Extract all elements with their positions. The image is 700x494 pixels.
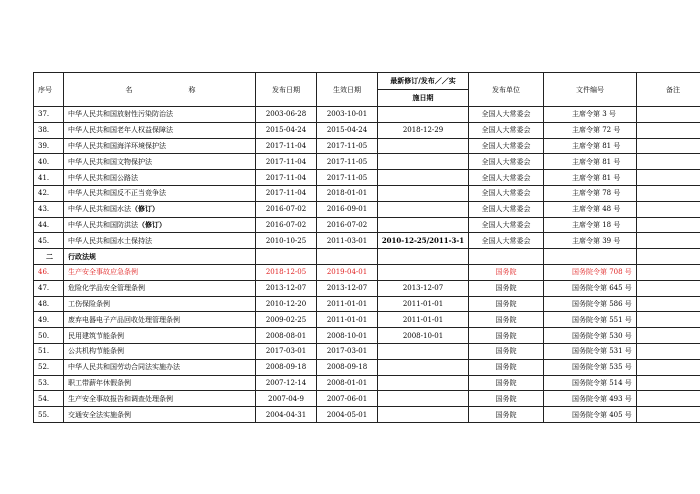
row-name: 生产安全事故应急条例 xyxy=(64,264,256,280)
row-publish-date: 2009-02-25 xyxy=(256,312,317,328)
table-row xyxy=(34,138,700,154)
row-effective-date: 2011-01-01 xyxy=(317,296,378,312)
row-seq: 43. xyxy=(34,201,64,217)
row-revision-date xyxy=(378,264,469,280)
row-remarks xyxy=(637,328,700,344)
row-seq: 45. xyxy=(34,233,64,249)
row-publish-date: 2017-11-04 xyxy=(256,170,317,186)
row-seq: 53. xyxy=(34,375,64,391)
row-publish-date: 2017-11-04 xyxy=(256,154,317,170)
header-name-left: 名 xyxy=(125,85,133,94)
row-effective-date: 2017-11-05 xyxy=(317,138,378,154)
row-effective-date: 2008-01-01 xyxy=(317,375,378,391)
table-row xyxy=(34,122,700,138)
row-issuer: 全国人大常委会 xyxy=(469,138,544,154)
row-seq: 48. xyxy=(34,296,64,312)
row-name: 公共机构节能条例 xyxy=(64,343,256,359)
row-issuer: 国务院 xyxy=(469,328,544,344)
row-revision-date xyxy=(378,138,469,154)
table-body xyxy=(34,107,700,423)
row-doc-number: 国务院令第 535 号 xyxy=(544,359,637,375)
row-name-text: 中华人民共和国放射性污染防治法 xyxy=(68,110,173,119)
row-remarks xyxy=(637,407,700,423)
row-remarks xyxy=(637,185,700,201)
table-header-row xyxy=(34,73,700,90)
row-effective-date: 2008-09-18 xyxy=(317,359,378,375)
header-publish-date: 发布日期 xyxy=(256,73,317,107)
row-doc-number: 国务院令第 645 号 xyxy=(544,280,637,296)
row-remarks xyxy=(637,280,700,296)
row-seq: 54. xyxy=(34,391,64,407)
row-issuer: 全国人大常委会 xyxy=(469,170,544,186)
row-name xyxy=(64,122,256,138)
row-remarks xyxy=(637,264,700,280)
row-revision-date xyxy=(378,375,469,391)
row-publish-date: 2008-08-01 xyxy=(256,328,317,344)
row-effective-date: 2011-03-01 xyxy=(317,233,378,249)
table-row xyxy=(34,296,700,312)
row-name: 职工带薪年休假条例 xyxy=(64,375,256,391)
header-name xyxy=(64,73,256,107)
row-revision-date xyxy=(378,185,469,201)
row-revision-date xyxy=(378,359,469,375)
row-seq: 38. xyxy=(34,122,64,138)
row-name-text: 中华人民共和国公路法 xyxy=(68,173,138,182)
row-issuer: 国务院 xyxy=(469,264,544,280)
section-empty-cell xyxy=(256,249,317,265)
row-seq: 44. xyxy=(34,217,64,233)
row-name-suffix: （修订） xyxy=(138,219,166,229)
table-row xyxy=(34,154,700,170)
row-revision-date xyxy=(378,107,469,123)
row-issuer: 国务院 xyxy=(469,391,544,407)
row-publish-date: 2007-12-14 xyxy=(256,375,317,391)
row-remarks xyxy=(637,233,700,249)
regulations-table xyxy=(33,72,700,423)
row-remarks xyxy=(637,201,700,217)
header-seq: 序号 xyxy=(34,73,64,107)
row-name: 生产安全事故报告和调查处理条例 xyxy=(64,391,256,407)
row-effective-date: 2016-07-02 xyxy=(317,217,378,233)
regulations-table-sheet xyxy=(33,72,680,423)
table-row xyxy=(34,280,700,296)
row-remarks xyxy=(637,138,700,154)
row-effective-date: 2008-10-01 xyxy=(317,328,378,344)
table-row xyxy=(34,359,700,375)
row-issuer: 国务院 xyxy=(469,280,544,296)
row-name: 危险化学品安全管理条例 xyxy=(64,280,256,296)
row-name-text: 中华人民共和国文物保护法 xyxy=(68,157,152,166)
row-publish-date: 2015-04-24 xyxy=(256,122,317,138)
row-seq: 42. xyxy=(34,185,64,201)
row-effective-date: 2018-01-01 xyxy=(317,185,378,201)
row-remarks xyxy=(637,107,700,123)
row-seq: 50. xyxy=(34,328,64,344)
row-publish-date: 2017-11-04 xyxy=(256,185,317,201)
row-effective-date: 2003-10-01 xyxy=(317,107,378,123)
table-row xyxy=(34,170,700,186)
row-seq: 49. xyxy=(34,312,64,328)
row-issuer: 国务院 xyxy=(469,359,544,375)
row-effective-date: 2019-04-01 xyxy=(317,264,378,280)
row-seq: 51. xyxy=(34,343,64,359)
row-seq: 39. xyxy=(34,138,64,154)
section-empty-cell xyxy=(637,249,700,265)
row-remarks xyxy=(637,375,700,391)
row-issuer: 全国人大常委会 xyxy=(469,217,544,233)
row-doc-number: 主席令第 3 号 xyxy=(544,107,637,123)
row-doc-number: 国务院令第 531 号 xyxy=(544,343,637,359)
row-name-text: 中华人民共和国水土保持法 xyxy=(68,236,152,245)
header-doc-number: 文件编号 xyxy=(544,73,637,107)
table-row xyxy=(34,107,700,123)
row-seq: 37. xyxy=(34,107,64,123)
row-name xyxy=(64,201,256,217)
row-doc-number: 主席令第 78 号 xyxy=(544,185,637,201)
row-effective-date: 2013-12-07 xyxy=(317,280,378,296)
row-doc-number: 国务院令第 586 号 xyxy=(544,296,637,312)
row-name-text: 中华人民共和国防洪法 xyxy=(68,220,138,229)
row-doc-number: 国务院令第 493 号 xyxy=(544,391,637,407)
row-name xyxy=(64,107,256,123)
row-remarks xyxy=(637,359,700,375)
row-publish-date: 2007-04-9 xyxy=(256,391,317,407)
row-revision-date xyxy=(378,391,469,407)
section-empty-cell xyxy=(378,249,469,265)
row-issuer: 全国人大常委会 xyxy=(469,233,544,249)
header-issuer: 发布单位 xyxy=(469,73,544,107)
row-publish-date: 2018-12-05 xyxy=(256,264,317,280)
row-effective-date: 2015-04-24 xyxy=(317,122,378,138)
row-name xyxy=(64,138,256,154)
row-revision-date xyxy=(378,170,469,186)
header-latest-revision-line2: 施日期 xyxy=(378,90,469,107)
row-name xyxy=(64,233,256,249)
row-issuer: 国务院 xyxy=(469,343,544,359)
row-seq: 47. xyxy=(34,280,64,296)
section-empty-cell xyxy=(544,249,637,265)
row-revision-date: 2008-10-01 xyxy=(378,328,469,344)
row-revision-date: 2011-01-01 xyxy=(378,296,469,312)
row-effective-date: 2016-09-01 xyxy=(317,201,378,217)
row-publish-date: 2016-07-02 xyxy=(256,201,317,217)
header-latest-revision-line1: 最新修订/发布／／实 xyxy=(378,73,469,90)
row-name: 交通安全法实施条例 xyxy=(64,407,256,423)
row-name-text: 中华人民共和国老年人权益保障法 xyxy=(68,126,173,135)
table-row xyxy=(34,217,700,233)
row-doc-number: 主席令第 81 号 xyxy=(544,154,637,170)
row-publish-date: 2010-10-25 xyxy=(256,233,317,249)
row-doc-number: 主席令第 81 号 xyxy=(544,138,637,154)
header-remarks: 备注 xyxy=(637,73,700,107)
row-name xyxy=(64,154,256,170)
row-effective-date: 2007-06-01 xyxy=(317,391,378,407)
row-revision-date xyxy=(378,217,469,233)
table-row xyxy=(34,375,700,391)
row-revision-date xyxy=(378,201,469,217)
row-name: 废弃电器电子产品回收处理管理条例 xyxy=(64,312,256,328)
section-seq: 二 xyxy=(34,249,64,265)
row-issuer: 国务院 xyxy=(469,296,544,312)
row-issuer: 全国人大常委会 xyxy=(469,201,544,217)
table-row xyxy=(34,185,700,201)
row-revision-date: 2010-12-25/2011-3-1 xyxy=(378,233,469,249)
row-remarks xyxy=(637,217,700,233)
row-doc-number: 主席令第 72 号 xyxy=(544,122,637,138)
row-remarks xyxy=(637,391,700,407)
row-remarks xyxy=(637,296,700,312)
row-issuer: 全国人大常委会 xyxy=(469,154,544,170)
row-doc-number: 国务院令第 708 号 xyxy=(544,264,637,280)
section-empty-cell xyxy=(469,249,544,265)
row-remarks xyxy=(637,312,700,328)
row-publish-date: 2010-12-20 xyxy=(256,296,317,312)
row-name xyxy=(64,170,256,186)
table-row xyxy=(34,233,700,249)
row-seq: 40. xyxy=(34,154,64,170)
table-row xyxy=(34,328,700,344)
table-row xyxy=(34,391,700,407)
row-name-suffix: （修订） xyxy=(131,204,159,214)
row-publish-date: 2016-07-02 xyxy=(256,217,317,233)
row-name-text: 中华人民共和国海洋环境保护法 xyxy=(68,141,166,150)
row-remarks xyxy=(637,170,700,186)
row-issuer: 国务院 xyxy=(469,375,544,391)
row-revision-date xyxy=(378,343,469,359)
row-publish-date: 2017-03-01 xyxy=(256,343,317,359)
row-publish-date: 2004-04-31 xyxy=(256,407,317,423)
table-row xyxy=(34,201,700,217)
row-issuer: 全国人大常委会 xyxy=(469,185,544,201)
table-row xyxy=(34,343,700,359)
row-doc-number: 主席令第 81 号 xyxy=(544,170,637,186)
table-row xyxy=(34,407,700,423)
row-seq: 41. xyxy=(34,170,64,186)
section-row xyxy=(34,249,700,265)
row-revision-date: 2011-01-01 xyxy=(378,312,469,328)
row-effective-date: 2011-01-01 xyxy=(317,312,378,328)
row-issuer: 全国人大常委会 xyxy=(469,122,544,138)
row-doc-number: 国务院令第 405 号 xyxy=(544,407,637,423)
section-empty-cell xyxy=(317,249,378,265)
row-doc-number: 主席令第 48 号 xyxy=(544,201,637,217)
row-effective-date: 2004-05-01 xyxy=(317,407,378,423)
row-effective-date: 2017-11-05 xyxy=(317,170,378,186)
row-doc-number: 主席令第 39 号 xyxy=(544,233,637,249)
row-name: 民用建筑节能条例 xyxy=(64,328,256,344)
row-name-text: 中华人民共和国水法 xyxy=(68,205,131,214)
row-publish-date: 2008-09-18 xyxy=(256,359,317,375)
row-name: 中华人民共和国劳动合同法实施办法 xyxy=(64,359,256,375)
row-publish-date: 2017-11-04 xyxy=(256,138,317,154)
row-remarks xyxy=(637,154,700,170)
row-doc-number: 国务院令第 530 号 xyxy=(544,328,637,344)
row-name xyxy=(64,217,256,233)
row-issuer: 国务院 xyxy=(469,312,544,328)
row-name: 工伤保险条例 xyxy=(64,296,256,312)
row-doc-number: 主席令第 18 号 xyxy=(544,217,637,233)
row-effective-date: 2017-03-01 xyxy=(317,343,378,359)
row-revision-date: 2013-12-07 xyxy=(378,280,469,296)
row-doc-number: 国务院令第 551 号 xyxy=(544,312,637,328)
row-revision-date: 2018-12-29 xyxy=(378,122,469,138)
table-row xyxy=(34,312,700,328)
row-publish-date: 2013-12-07 xyxy=(256,280,317,296)
row-publish-date: 2003-06-28 xyxy=(256,107,317,123)
row-issuer: 全国人大常委会 xyxy=(469,107,544,123)
row-name-text: 中华人民共和国反不正当竞争法 xyxy=(68,189,166,198)
row-effective-date: 2017-11-05 xyxy=(317,154,378,170)
row-seq: 46. xyxy=(34,264,64,280)
row-issuer: 国务院 xyxy=(469,407,544,423)
row-seq: 55. xyxy=(34,407,64,423)
row-remarks xyxy=(637,343,700,359)
row-doc-number: 国务院令第 514 号 xyxy=(544,375,637,391)
section-title: 行政法规 xyxy=(64,249,256,265)
row-remarks xyxy=(637,122,700,138)
header-effective-date: 生效日期 xyxy=(317,73,378,107)
table-row xyxy=(34,264,700,280)
row-revision-date xyxy=(378,154,469,170)
header-name-right: 称 xyxy=(188,85,196,94)
row-name xyxy=(64,185,256,201)
row-revision-date xyxy=(378,407,469,423)
row-seq: 52. xyxy=(34,359,64,375)
